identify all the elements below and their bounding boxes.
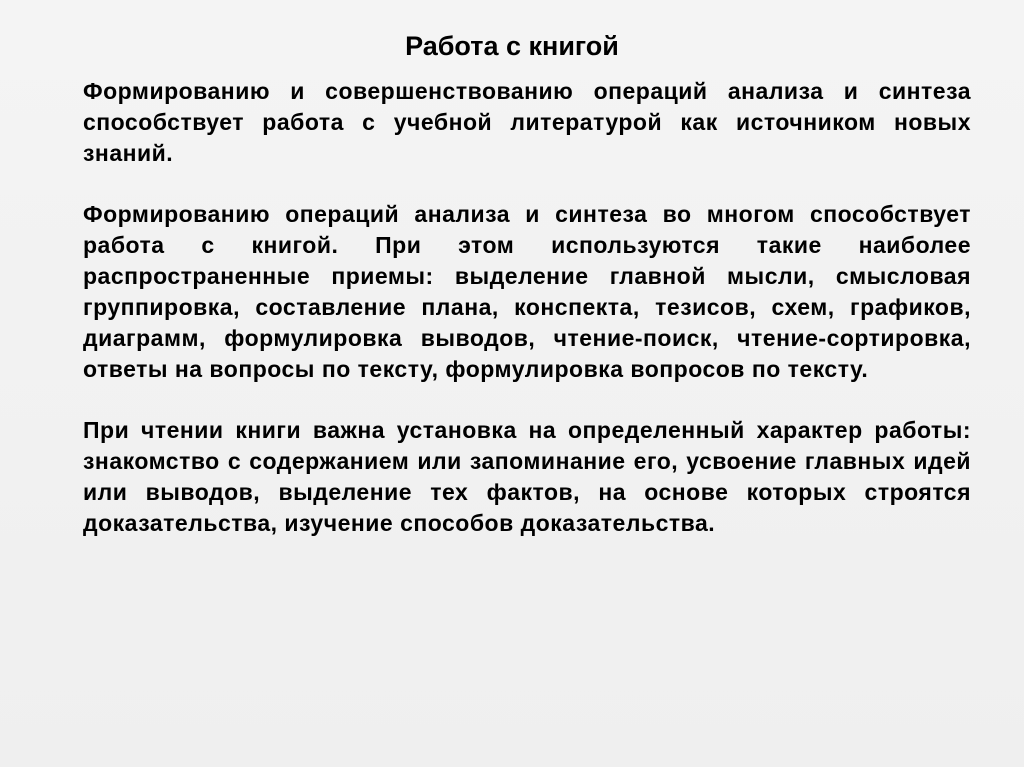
slide-body	[83, 76, 971, 569]
paragraph-1: Формированию и совершенствованию операций анализа и синтеза способствует работа с учебной литературой как источником новых знаний.	[83, 78, 971, 166]
slide-title: Работа с книгой	[405, 31, 619, 61]
paragraph-3: При чтении книги важна установка на определенный характер работы: знакомство с содержанием или запоминание его, усвоение главных идей или выводов, выделение тех фактов, на основе которых строятся доказательства, изучение способов доказательства.	[83, 417, 971, 536]
paragraph-2: Формированию операций анализа и синтеза во многом способствует работа с книгой. При этом используются такие наиболее распространенные приемы: выделение главной мысли, смысловая группировка, составление плана, конспекта, тезисов, схем, графиков, диаграмм, формулировка выводов, чтение-поиск, чтение-сортировка, ответы на вопросы по тексту, формулировка вопросов по тексту.	[83, 201, 971, 382]
